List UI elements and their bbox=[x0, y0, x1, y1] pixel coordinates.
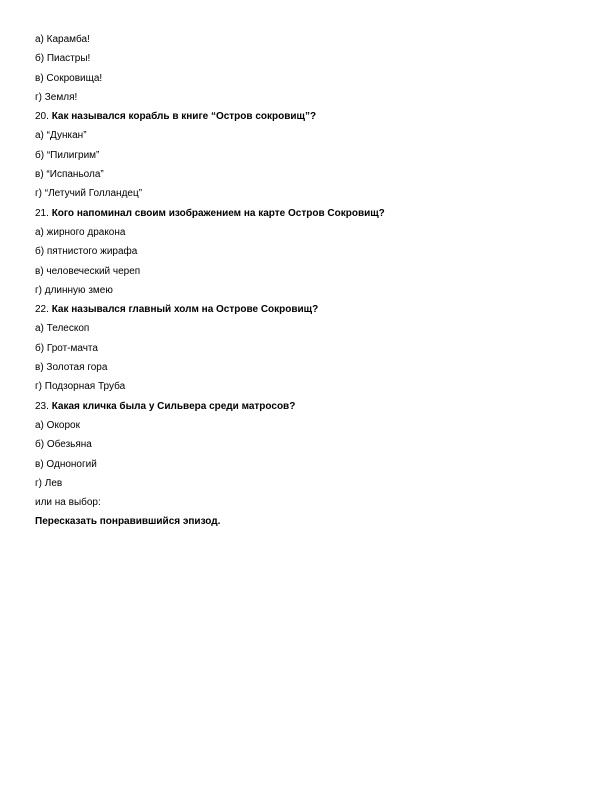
answer-option: г) длинную змею bbox=[35, 284, 113, 296]
answer-option: а) Телескоп bbox=[35, 323, 90, 335]
answer-option: б) Пиастры! bbox=[35, 53, 91, 65]
answer-option: а) Карамба! bbox=[35, 34, 90, 45]
answer-option: а) “Дункан” bbox=[35, 130, 87, 142]
answer-option: в) человеческий череп bbox=[35, 265, 141, 277]
answer-option: б) Обезьяна bbox=[35, 439, 92, 451]
question-text: Как назывался главный холм на Острове Сокровищ? bbox=[51, 304, 319, 316]
question-text: Кого напоминал своим изображением на карте Остров Сокровищ? bbox=[51, 207, 385, 219]
answer-option: б) Грот-мачта bbox=[35, 342, 98, 354]
answer-option: в) “Испаньола” bbox=[35, 169, 104, 181]
answer-option: в) Одноногий bbox=[35, 458, 97, 470]
question-number: 22. bbox=[35, 304, 49, 316]
question-line bbox=[35, 304, 575, 316]
document-body bbox=[35, 34, 575, 536]
answer-option: в) Сокровища! bbox=[35, 72, 103, 84]
answer-option: в) Золотая гора bbox=[35, 362, 108, 374]
answer-option: г) Земля! bbox=[35, 91, 78, 103]
answer-option: г) Лев bbox=[35, 477, 63, 489]
answer-option: б) “Пилигрим” bbox=[35, 149, 100, 161]
alternative-task: Пересказать понравившийся эпизод. bbox=[35, 516, 221, 528]
question-line bbox=[35, 208, 575, 220]
question-text: Какая кличка была у Сильвера среди матросов? bbox=[51, 400, 296, 412]
question-line bbox=[35, 401, 575, 413]
answer-option: б) пятнистого жирафа bbox=[35, 246, 138, 258]
question-line bbox=[35, 111, 575, 123]
answer-option: а) жирного дракона bbox=[35, 226, 126, 238]
alternative-label: или на выбор: bbox=[35, 497, 101, 509]
question-text: Как назывался корабль в книге “Остров сокровищ”? bbox=[51, 111, 317, 123]
question-number: 23. bbox=[35, 400, 49, 412]
answer-option: а) Окорок bbox=[35, 419, 80, 431]
question-number: 21. bbox=[35, 207, 49, 219]
answer-option: г) Подзорная Труба bbox=[35, 381, 126, 393]
answer-option: г) “Летучий Голландец” bbox=[35, 188, 143, 200]
question-number: 20. bbox=[35, 111, 49, 123]
